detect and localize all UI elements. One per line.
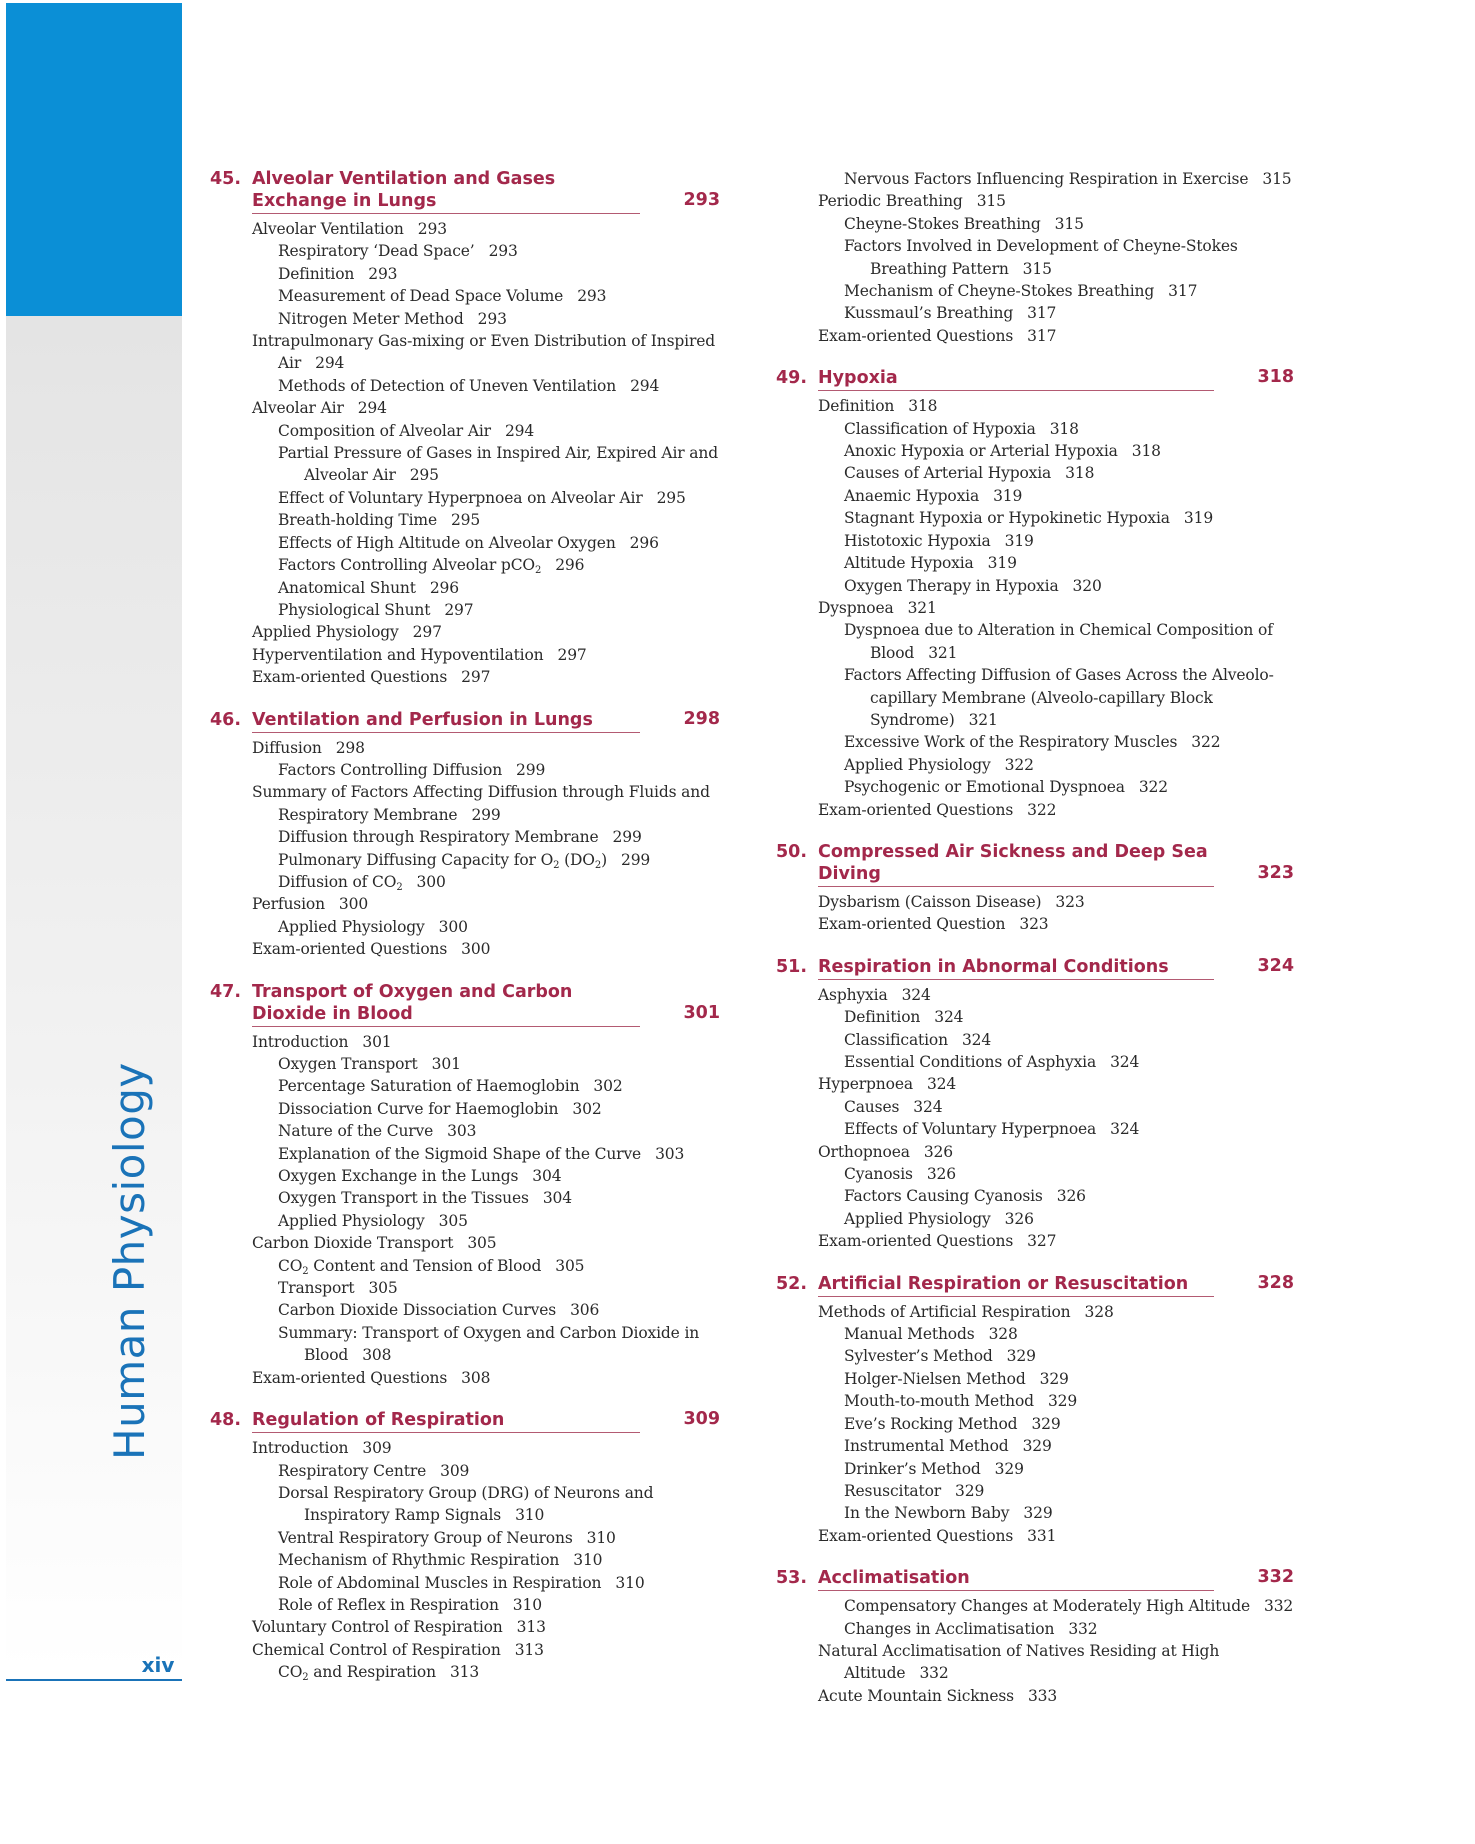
toc-entry[interactable]: Compensatory Changes at Moderately High Altitude 332 — [844, 1597, 1294, 1616]
toc-entry[interactable]: Anaemic Hypoxia 319 — [844, 486, 1023, 505]
toc-entry[interactable]: Dysbarism (Caisson Disease) 323 — [818, 892, 1085, 911]
chapter-page: 318 — [1257, 367, 1294, 388]
chapter-48-entries — [252, 1437, 720, 1683]
toc-entry[interactable]: Acute Mountain Sickness 333 — [818, 1686, 1058, 1705]
toc-entry[interactable]: Natural Acclimatisation of Natives Residing at High Altitude 332 — [818, 1641, 1220, 1683]
toc-entry[interactable]: Factors Involved in Development of Cheyne-Stokes Breathing Pattern 315 — [844, 237, 1238, 278]
chapter-51-entries — [818, 984, 1294, 1253]
toc-entry[interactable]: Factors Controlling Diffusion 299 — [278, 760, 546, 779]
toc-entry[interactable]: Definition 293 — [278, 264, 398, 283]
chapter-title[interactable]: Regulation of Respiration — [252, 1409, 640, 1433]
toc-entry[interactable]: Effects of Voluntary Hyperpnoea 324 — [844, 1120, 1140, 1139]
toc-entry[interactable]: Applied Physiology 300 — [278, 917, 468, 936]
toc-left-column — [210, 168, 720, 1684]
toc-entry[interactable]: Cheyne-Stokes Breathing 315 — [844, 214, 1084, 233]
toc-entry[interactable]: Explanation of the Sigmoid Shape of the Curve 303 — [278, 1144, 685, 1163]
footer-rule — [6, 1679, 182, 1681]
chapter-number: 46. — [210, 709, 242, 730]
chapter-page: 309 — [683, 1409, 720, 1430]
toc-entry[interactable]: Definition 318 — [818, 397, 938, 416]
toc-entry[interactable]: Psychogenic or Emotional Dyspnoea 322 — [844, 778, 1168, 797]
toc-entry[interactable]: Applied Physiology 297 — [252, 623, 442, 642]
toc-entry[interactable]: Periodic Breathing 315 — [818, 192, 1006, 211]
toc-entry[interactable]: $CO_2$ Content and Tension of Blood 305 — [278, 1256, 585, 1277]
chapter-46 — [210, 709, 720, 733]
toc-entry[interactable]: Voluntary Control of Respiration 313 — [252, 1618, 546, 1637]
sidebar-color-band — [6, 3, 182, 316]
toc-entry[interactable]: Cyanosis 326 — [844, 1165, 956, 1184]
chapter-title[interactable]: Respiration in Abnormal Conditions — [818, 956, 1214, 980]
toc-entry[interactable]: Dorsal Respiratory Group (DRG) of Neurons and Inspiratory Ramp Signals 310 — [278, 1483, 654, 1525]
toc-entry[interactable]: Classification of Hypoxia 318 — [844, 419, 1079, 438]
chapter-50 — [776, 841, 1294, 887]
toc-entry[interactable]: Definition 324 — [844, 1008, 964, 1027]
toc-entry[interactable]: Stagnant Hypoxia or Hypokinetic Hypoxia 319 — [844, 509, 1214, 528]
book-title-vertical: Human Physiology — [105, 1062, 154, 1460]
toc-entry[interactable]: Measurement of Dead Space Volume 293 — [278, 287, 607, 306]
toc-entry[interactable]: Alveolar Air 294 — [252, 399, 387, 418]
toc-entry[interactable]: Carbon Dioxide Dissociation Curves 306 — [278, 1301, 600, 1320]
chapter-title[interactable]: Compressed Air Sickness and Deep Sea Diving — [818, 841, 1214, 887]
chapter-page: 293 — [683, 190, 720, 210]
toc-entry[interactable]: Perfusion 300 — [252, 895, 369, 914]
toc-entry[interactable]: Causes 324 — [844, 1097, 943, 1116]
toc-right-column — [776, 168, 1294, 1707]
chapter-48 — [210, 1409, 720, 1433]
toc-entry[interactable]: Applied Physiology 305 — [278, 1211, 468, 1230]
chapter-number: 49. — [776, 368, 808, 389]
toc-entry[interactable]: Diffusion of $CO_2$ 300 — [278, 872, 446, 893]
toc-entry[interactable]: Holger-Nielsen Method 329 — [844, 1369, 1069, 1388]
chapter-number: 48. — [210, 1410, 242, 1431]
toc-entry[interactable]: Respiratory ‘Dead Space’ 293 — [278, 242, 518, 261]
chapter-49-entries — [818, 395, 1294, 821]
sidebar-gray-band — [6, 316, 182, 1674]
chapter-number: 45. — [210, 169, 242, 189]
toc-entry[interactable]: Introduction 301 — [252, 1032, 392, 1051]
toc-entry[interactable]: Pulmonary Diffusing Capacity for $O_2$ $(DO_2)$ 299 — [278, 850, 651, 871]
toc-entry[interactable]: Orthopnoea 326 — [818, 1142, 953, 1161]
toc-entry[interactable]: Factors Controlling Alveolar pCO$_2$ 296 — [278, 556, 585, 577]
toc-entry[interactable]: Exam-oriented Questions 297 — [252, 668, 491, 687]
toc-entry[interactable]: Oxygen Transport in the Tissues 304 — [278, 1189, 572, 1208]
toc-entry[interactable]: $CO_2$ and Respiration 313 — [278, 1663, 480, 1684]
toc-entry[interactable]: Resuscitator 329 — [844, 1481, 985, 1500]
chapter-53-entries — [818, 1595, 1294, 1707]
toc-entry[interactable]: Methods of Detection of Uneven Ventilation 294 — [278, 376, 660, 395]
toc-entry[interactable]: Methods of Artificial Respiration 328 — [818, 1302, 1114, 1321]
chapter-46-entries — [252, 737, 720, 961]
toc-entry[interactable]: Anatomical Shunt 296 — [278, 578, 459, 597]
toc-entry[interactable]: Ventral Respiratory Group of Neurons 310 — [278, 1528, 616, 1547]
chapter-number: 51. — [776, 956, 808, 977]
toc-entry[interactable]: Oxygen Transport 301 — [278, 1055, 461, 1073]
toc-entry[interactable]: Composition of Alveolar Air 294 — [278, 421, 535, 440]
toc-entry[interactable]: Dissociation Curve for Haemoglobin 302 — [278, 1099, 602, 1118]
toc-entry[interactable]: Percentage Saturation of Haemoglobin 302 — [278, 1077, 623, 1096]
chapter-title[interactable]: Artificial Respiration or Resuscitation — [818, 1273, 1214, 1297]
chapter-number: 47. — [210, 981, 242, 1002]
toc-entry[interactable]: Altitude Hypoxia 319 — [844, 554, 1017, 573]
chapter-page: 332 — [1257, 1567, 1294, 1588]
chapter-number: 50. — [776, 841, 808, 862]
chapter-page: 298 — [683, 708, 720, 729]
toc-entry[interactable]: Factors Causing Cyanosis 326 — [844, 1187, 1086, 1206]
toc-entry[interactable]: Instrumental Method 329 — [844, 1437, 1052, 1456]
toc-entry[interactable]: Changes in Acclimatisation 332 — [844, 1619, 1098, 1638]
chapter-number: 52. — [776, 1273, 808, 1294]
chapter-50-entries — [818, 891, 1294, 936]
chapter-title[interactable]: Transport of Oxygen and Carbon Dioxide in Blood — [252, 981, 640, 1027]
toc-entry[interactable]: Eve’s Rocking Method 329 — [844, 1414, 1061, 1433]
toc-entry[interactable]: Exam-oriented Questions 331 — [818, 1526, 1057, 1545]
toc-entry[interactable]: Exam-oriented Questions 317 — [818, 326, 1057, 345]
toc-entry[interactable]: Dyspnoea due to Alteration in Chemical Composition of Blood 321 — [844, 621, 1273, 662]
chapter-45 — [210, 168, 720, 214]
toc-entry[interactable]: Summary of Factors Affecting Diffusion through Fluids and Respiratory Membrane 299 — [252, 783, 710, 824]
toc-entry[interactable]: Drinker’s Method 329 — [844, 1459, 1024, 1478]
toc-entry[interactable]: Exam-oriented Questions 308 — [252, 1368, 491, 1387]
chapter-number: 53. — [776, 1568, 808, 1589]
toc-entry[interactable]: Oxygen Therapy in Hypoxia 320 — [844, 576, 1102, 595]
toc-entry[interactable]: Exam-oriented Question 323 — [818, 915, 1049, 934]
chapter-title[interactable]: Ventilation and Perfusion in Lungs — [252, 709, 640, 733]
toc-entry[interactable]: Diffusion 298 — [252, 738, 365, 757]
chapter-48-continued-entries — [818, 168, 1294, 347]
toc-entry[interactable]: Manual Methods 328 — [844, 1325, 1018, 1344]
toc-entry[interactable]: Effects of High Altitude on Alveolar Oxygen 296 — [278, 533, 659, 552]
chapter-49 — [776, 367, 1294, 391]
toc-entry[interactable]: Causes of Arterial Hypoxia 318 — [844, 464, 1095, 483]
chapter-52 — [776, 1273, 1294, 1297]
chapter-page: 323 — [1257, 862, 1294, 883]
toc-entry[interactable]: Excessive Work of the Respiratory Muscles 322 — [844, 733, 1221, 752]
toc-entry[interactable]: Summary: Transport of Oxygen and Carbon Dioxide in Blood 308 — [278, 1323, 700, 1365]
chapter-title[interactable]: Acclimatisation — [818, 1567, 1214, 1591]
chapter-51 — [776, 956, 1294, 980]
toc-entry[interactable]: Carbon Dioxide Transport 305 — [252, 1234, 497, 1253]
chapter-47 — [210, 981, 720, 1027]
chapter-page: 301 — [683, 1002, 720, 1023]
toc-entry[interactable]: Asphyxia 324 — [818, 985, 931, 1004]
toc-entry[interactable]: Sylvester’s Method 329 — [844, 1347, 1036, 1366]
toc-entry[interactable]: Introduction 309 — [252, 1439, 392, 1458]
toc-entry[interactable]: Exam-oriented Questions 300 — [252, 940, 491, 959]
toc-entry[interactable]: Hyperpnoea 324 — [818, 1075, 957, 1094]
toc-entry[interactable]: Kussmaul’s Breathing 317 — [844, 304, 1057, 323]
chapter-title[interactable]: Alveolar Ventilation and Gases Exchange in Lungs — [252, 168, 640, 214]
toc-entry[interactable]: Mechanism of Rhythmic Respiration 310 — [278, 1551, 603, 1570]
toc-entry[interactable]: Anoxic Hypoxia or Arterial Hypoxia 318 — [844, 442, 1161, 461]
toc-entry[interactable]: Applied Physiology 322 — [844, 755, 1034, 774]
toc-entry[interactable]: Nervous Factors Influencing Respiration in Exercise 315 — [844, 170, 1292, 188]
toc-entry[interactable]: In the Newborn Baby 329 — [844, 1504, 1053, 1523]
toc-entry[interactable]: Role of Reflex in Respiration 310 — [278, 1595, 542, 1614]
toc-entry[interactable]: Hyperventilation and Hypoventilation 297 — [252, 645, 587, 664]
chapter-52-entries — [818, 1301, 1294, 1547]
toc-entry[interactable]: Breath-holding Time 295 — [278, 511, 481, 530]
toc-entry[interactable]: Oxygen Exchange in the Lungs 304 — [278, 1167, 562, 1186]
chapter-title[interactable]: Hypoxia — [818, 367, 1214, 391]
toc-entry[interactable]: Mechanism of Cheyne-Stokes Breathing 317 — [844, 282, 1198, 301]
toc-entry[interactable]: Alveolar Ventilation 293 — [252, 220, 447, 238]
toc-entry[interactable]: Physiological Shunt 297 — [278, 600, 474, 619]
toc-entry[interactable]: Role of Abdominal Muscles in Respiration 310 — [278, 1573, 645, 1592]
toc-entry[interactable]: Applied Physiology 326 — [844, 1209, 1034, 1228]
toc-entry[interactable]: Intrapulmonary Gas-mixing or Even Distribution of Inspired Air 294 — [252, 332, 716, 373]
toc-entry[interactable]: Chemical Control of Respiration 313 — [252, 1640, 544, 1659]
toc-entry[interactable]: Nature of the Curve 303 — [278, 1122, 477, 1141]
toc-entry[interactable]: Respiratory Centre 309 — [278, 1461, 470, 1480]
toc-entry[interactable]: Nitrogen Meter Method 293 — [278, 309, 507, 328]
toc-entry[interactable]: Exam-oriented Questions 327 — [818, 1232, 1057, 1251]
toc-entry[interactable]: Dyspnoea 321 — [818, 598, 937, 617]
chapter-47-entries — [252, 1031, 720, 1390]
chapter-45-entries — [252, 218, 720, 689]
chapter-page: 328 — [1257, 1272, 1294, 1293]
toc-entry[interactable]: Diffusion through Respiratory Membrane 299 — [278, 828, 642, 847]
page-number: xiv — [141, 1653, 175, 1677]
toc-entry[interactable]: Partial Pressure of Gases in Inspired Air, Expired Air and Alveolar Air 295 — [278, 444, 718, 485]
toc-entry[interactable]: Effect of Voluntary Hyperpnoea on Alveolar Air 295 — [278, 488, 686, 507]
toc-entry[interactable]: Exam-oriented Questions 322 — [818, 800, 1057, 819]
toc-entry[interactable]: Classification 324 — [844, 1030, 992, 1049]
toc-entry[interactable]: Factors Affecting Diffusion of Gases Across the Alveolo-capillary Membrane (Alveolo-capillary Block Syndrome) 321 — [844, 666, 1274, 729]
toc-entry[interactable]: Transport 305 — [278, 1279, 398, 1298]
chapter-page: 324 — [1257, 955, 1294, 976]
toc-entry[interactable]: Histotoxic Hypoxia 319 — [844, 531, 1034, 550]
chapter-53 — [776, 1567, 1294, 1591]
toc-entry[interactable]: Mouth-to-mouth Method 329 — [844, 1392, 1078, 1411]
toc-entry[interactable]: Essential Conditions of Asphyxia 324 — [844, 1053, 1140, 1071]
